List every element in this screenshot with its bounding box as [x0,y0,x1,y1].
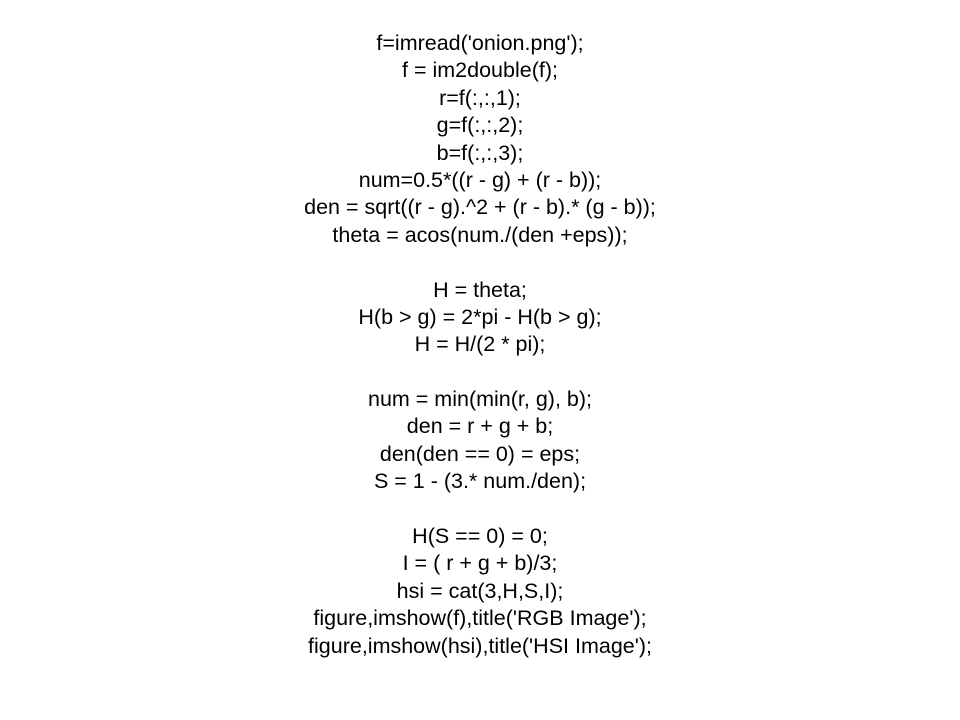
code-line-g-channel: g=f(:,:,2); [436,113,524,138]
code-line-h-theta: H = theta; [433,277,527,302]
code-line-blank [0,359,960,386]
code-line-num-min: num = min(min(r, g), b); [367,387,592,412]
code-line-blank [0,496,960,523]
code-line-hsi-cat: hsi = cat(3,H,S,I); [396,578,564,603]
code-line-den-sum: den = r + g + b; [406,414,554,439]
code-line-h-adjust: H(b > g) = 2*pi - H(b > g); [358,304,602,329]
code-line-h-normalize: H = H/(2 * pi); [414,332,546,357]
code-line-theta: theta = acos(num./(den +eps)); [332,222,628,247]
code-line-h-zero: H(S == 0) = 0; [412,524,548,549]
code-line-show-hsi: figure,imshow(hsi),title('HSI Image'); [308,633,652,658]
code-line-r-channel: r=f(:,:,1); [439,85,521,110]
code-block [0,30,960,660]
code-line-im2double: f = im2double(f); [402,58,558,83]
code-line-blank [0,249,960,276]
code-line-intensity: I = ( r + g + b)/3; [402,551,558,576]
code-line-saturation: S = 1 - (3.* num./den); [373,469,587,494]
code-line-den-eps: den(den == 0) = eps; [379,441,581,466]
code-line-num: num=0.5*((r - g) + (r - b)); [358,167,602,192]
code-line-show-rgb: figure,imshow(f),title('RGB Image'); [313,606,647,631]
code-line-b-channel: b=f(:,:,3); [436,140,524,165]
code-line-imread: f=imread('onion.png'); [376,31,584,55]
code-line-den: den = sqrt((r - g).^2 + (r - b).* (g - b)); [304,195,656,220]
